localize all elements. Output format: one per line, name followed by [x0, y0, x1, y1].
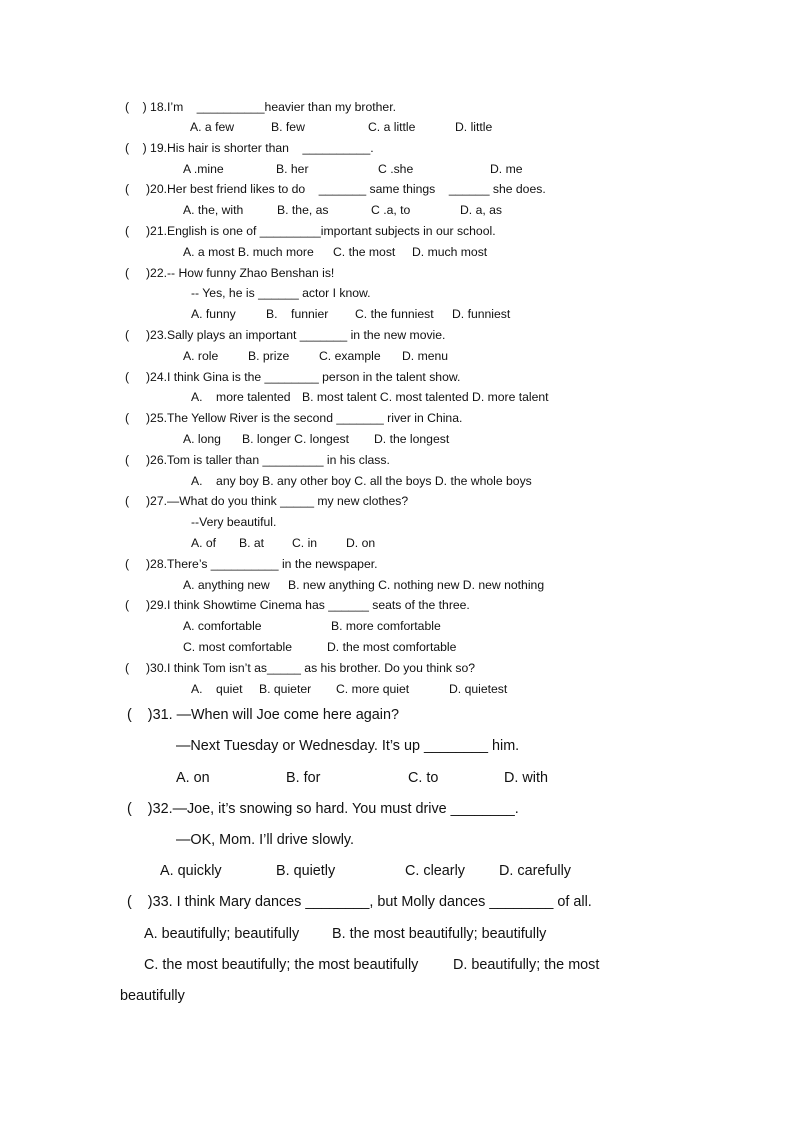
option-d: D. funniest [452, 307, 511, 321]
option-d: D. the longest [374, 432, 450, 446]
option-d: D. little [455, 120, 493, 134]
question-stem: ( )25.The Yellow River is the second _______ river in China. [125, 411, 463, 425]
option-b-c-d: B. most talent C. most talented D. more talent [302, 390, 549, 404]
question-stem: ( )24.I think Gina is the ________ person in the talent show. [125, 370, 461, 384]
option-b: B. the most beautifully; beautifully [332, 926, 547, 942]
option-d: D. the most comfortable [327, 640, 457, 654]
question-stem: ( )20.Her best friend likes to do _______ same things ______ she does. [125, 182, 546, 196]
option-a: A. beautifully; beautifully [144, 926, 300, 942]
question-stem: ( )31. —When will Joe come here again? [127, 707, 399, 723]
question-stem: ( )32.—Joe, it’s snowing so hard. You must drive ________. [127, 801, 519, 817]
option-a: A. anything new [183, 578, 270, 592]
question-reply: -- Yes, he is ______ actor I know. [191, 286, 371, 300]
question-stem: ( )22.-- How funny Zhao Benshan is! [125, 266, 335, 280]
question-stem: ( )23.Sally plays an important _______ in the new movie. [125, 328, 446, 342]
option-d: D. much most [412, 245, 488, 259]
option-c: C. example [319, 349, 381, 363]
option-a: A. more talented [191, 390, 291, 404]
question-stem: ( )27.—What do you think _____ my new clothes? [125, 494, 409, 508]
question-reply: --Very beautiful. [191, 515, 277, 529]
option-a: A. on [176, 770, 210, 786]
question-stem: ( ) 19.His hair is shorter than __________. [125, 141, 374, 155]
option-a: A. long [183, 432, 221, 446]
option-a: A. funny [191, 307, 236, 321]
option-c: C. the funniest [355, 307, 434, 321]
option-b: B. prize [248, 349, 290, 363]
option-b-c-d: B. new anything C. nothing new D. new nothing [288, 578, 545, 592]
question-reply: —Next Tuesday or Wednesday. It’s up ________ him. [176, 738, 520, 754]
option-b: B. quieter [259, 682, 312, 696]
option-d: D. a, as [460, 203, 502, 217]
option-c: C. more quiet [336, 682, 410, 696]
option-d: D. quietest [449, 682, 508, 696]
option-d: D. carefully [499, 863, 571, 879]
option-a: A .mine [183, 162, 224, 176]
option-c: C. the most [333, 245, 396, 259]
option-b: B. quietly [276, 863, 336, 879]
option-b: B. the, as [277, 203, 329, 217]
option-a: A. quiet [191, 682, 243, 696]
option-b: B. her [276, 162, 309, 176]
option-a: A. role [183, 349, 219, 363]
option-b: B. for [286, 770, 321, 786]
option-b-c: B. longer C. longest [242, 432, 350, 446]
option-a: A. of [191, 536, 217, 550]
option-d: D. beautifully; the most [453, 957, 600, 973]
option-c: C .a, to [371, 203, 411, 217]
option-b: B. funnier [266, 307, 329, 321]
option-b: B. at [239, 536, 265, 550]
option-a: A. quickly [160, 863, 222, 879]
option-c: C. to [408, 770, 439, 786]
option-c: C. clearly [405, 863, 465, 879]
option-d: D. on [346, 536, 376, 550]
option-c: C. in [292, 536, 318, 550]
option-a: A. comfortable [183, 619, 262, 633]
option-d-continued: beautifully [120, 988, 185, 1004]
question-stem: ( ) 18.I’m __________heavier than my brother. [125, 100, 396, 114]
option-a-b: A. a most B. much more [183, 245, 314, 259]
option-d: D. me [490, 162, 523, 176]
question-reply: —OK, Mom. I’ll drive slowly. [176, 832, 355, 848]
option-d: D. with [504, 770, 548, 786]
option-b: B. more comfortable [331, 619, 441, 633]
question-stem: ( )29.I think Showtime Cinema has ______ seats of the three. [125, 598, 470, 612]
question-stem: ( )28.There’s __________ in the newspaper. [125, 557, 378, 571]
option-b: B. few [271, 120, 305, 134]
option-c: C. most comfortable [183, 640, 293, 654]
option-c: C. the most beautifully; the most beautifully [144, 957, 419, 973]
question-stem: ( )30.I think Tom isn’t as_____ as his brother. Do you think so? [125, 661, 476, 675]
option-c: C. a little [368, 120, 416, 134]
option-c: C .she [378, 162, 414, 176]
option-a: A. the, with [183, 203, 244, 217]
option-d: D. menu [402, 349, 449, 363]
question-stem: ( )33. I think Mary dances ________, but Molly dances ________ of all. [127, 894, 592, 910]
question-stem: ( )26.Tom is taller than _________ in his class. [125, 453, 390, 467]
options-all: A. any boy B. any other boy C. all the boys D. the whole boys [191, 474, 532, 488]
option-a: A. a few [190, 120, 235, 134]
question-stem: ( )21.English is one of _________important subjects in our school. [125, 224, 496, 238]
